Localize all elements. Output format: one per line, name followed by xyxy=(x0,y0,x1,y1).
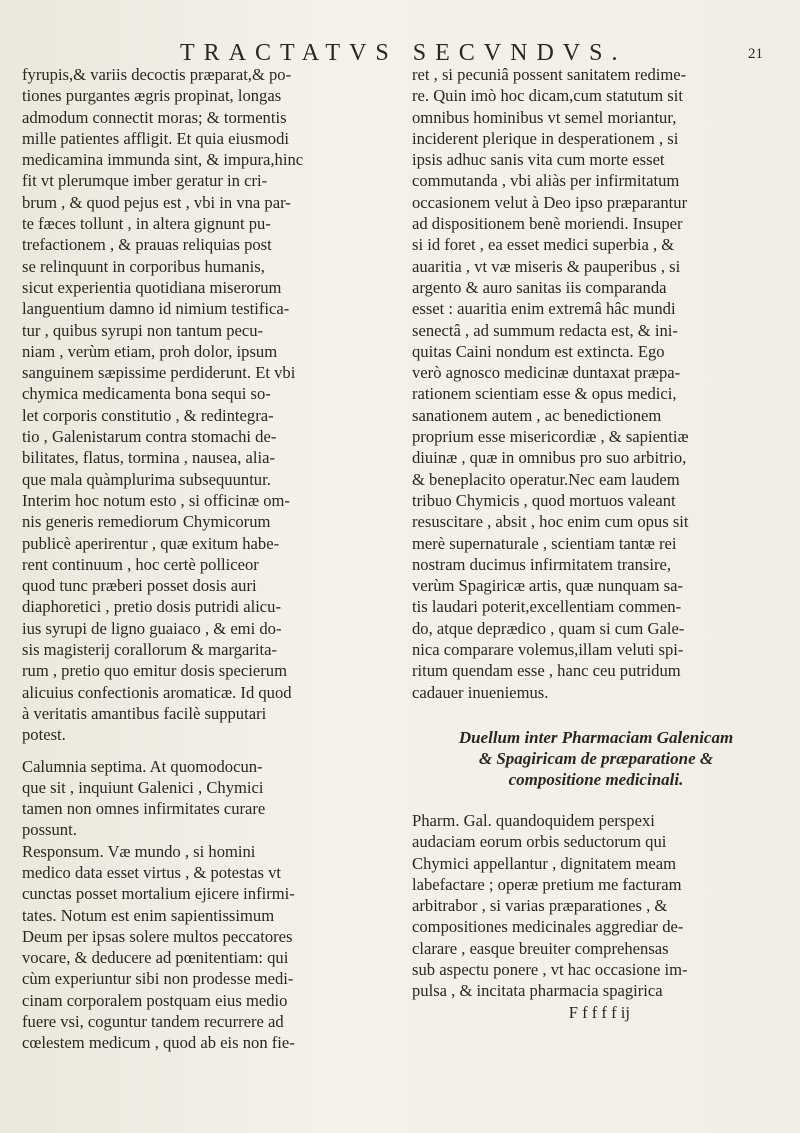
text-line: do, atque deprædico , quam si cum Gale- xyxy=(412,618,685,638)
text-line: cunctas posset mortalium ejicere infirmi- xyxy=(22,884,295,904)
text-line: Pharm. Gal. quandoquidem perspexi xyxy=(412,810,655,830)
text-line: sanationem autem , ac benedictionem xyxy=(412,405,662,425)
text-line: proprium esse misericordiæ , & sapientiæ xyxy=(412,427,689,447)
text-line: inciderent plerique in desperationem , si xyxy=(412,128,679,148)
text-line: Interim hoc notum esto , si officinæ om- xyxy=(22,490,290,510)
text-line: resuscitare , absit , hoc enim cum opus sit xyxy=(412,512,689,532)
text-line: medicamina immunda sint, & impura,hinc xyxy=(22,150,304,170)
text-line: potest. xyxy=(22,725,66,745)
text-line: si id foret , ea esset medici superbia , & xyxy=(412,235,675,255)
page-number: 21 xyxy=(748,46,763,62)
text-line: diuinæ , quæ in omnibus pro suo arbitrio, xyxy=(412,448,687,468)
text-line: Calumnia septima. At quomodocun- xyxy=(22,756,263,776)
text-line: cœlestem medicum , quod ab eis non fie- xyxy=(22,1033,295,1053)
text-line: ritum quendam esse , hanc ceu putridum xyxy=(412,661,681,681)
text-line: nostram ducimus infirmitatem transire, xyxy=(412,554,671,574)
text-line: Deum per ipsas solere multos peccatores xyxy=(22,926,293,946)
text-line: nis generis remediorum Chymicorum xyxy=(22,512,271,532)
signature-mark: F f f f f ij xyxy=(568,1002,630,1022)
text-line: let corporis constitutio , & redintegra- xyxy=(22,405,274,425)
text-line: esset : auaritia enim extremâ hâc mundi xyxy=(412,299,676,319)
text-line xyxy=(22,746,390,756)
text-line: fit vt plerumque imber geratur in cri- xyxy=(22,171,268,191)
text-line: trefactionem , & prauas reliquias post xyxy=(22,235,272,255)
text-line: audaciam eorum orbis seductorum qui xyxy=(412,832,667,852)
text-line: tio , Galenistarum contra stomachi de- xyxy=(22,427,277,447)
text-line: occasionem velut à Deo ipso præparantur xyxy=(412,192,688,212)
text-line: re. Quin imò hoc dicam,cum statutum sit xyxy=(412,86,683,106)
text-line: sis magisterij corallorum & margarita- xyxy=(22,640,277,660)
text-line: possunt. xyxy=(22,820,77,840)
section-heading xyxy=(412,727,780,790)
text-line: verò agnosco medicinæ duntaxat præpa- xyxy=(412,363,681,383)
text-line: bilitates, flatus, tormina , nausea, alia- xyxy=(22,448,275,468)
text-line: ipsis adhuc sanis vita cum morte esset xyxy=(412,150,665,170)
text-line: commutanda , vbi aliàs per infirmitatum xyxy=(412,171,680,191)
text-line: vocare, & deducere ad pœnitentiam: qui xyxy=(22,948,289,968)
text-line: tamen non omnes infirmitates curare xyxy=(22,799,266,819)
text-line: tates. Notum est enim sapientissimum xyxy=(22,905,275,925)
text-line: merè supernaturale , scientiam tantæ rei xyxy=(412,533,677,553)
text-line: ret , si pecuniâ possent sanitatem redime- xyxy=(412,65,687,84)
text-line: argento & auro sanitas iis comparanda xyxy=(412,277,667,297)
right-column xyxy=(412,64,780,1023)
left-column xyxy=(22,64,390,1054)
text-line: sicut experientia quotidiana miserorum xyxy=(22,277,282,297)
text-line: senectâ , ad summum redacta est, & ini- xyxy=(412,320,678,340)
text-line: omnibus hominibus vt semel moriantur, xyxy=(412,107,677,127)
text-line: niam , verùm etiam, proh dolor, ipsum xyxy=(22,341,278,361)
text-line: tiones purgantes ægris propinat, longas xyxy=(22,86,282,106)
text-line: tribuo Chymicis , quod mortuos valeant xyxy=(412,490,676,510)
text-line: que mala quàmplurima subsequuntur. xyxy=(22,469,271,489)
text-line: cùm experiuntur sibi non prodesse medi- xyxy=(22,969,294,989)
text-line: mille patientes affligit. Et quia eiusmodi xyxy=(22,128,289,148)
text-line: cinam corporalem postquam eius medio xyxy=(22,990,288,1010)
text-line: sub aspectu ponere , vt hac occasione im- xyxy=(412,959,688,979)
text-line: tis laudari poterit,excellentiam commen- xyxy=(412,597,682,617)
text-line: Chymici appellantur , dignitatem meam xyxy=(412,853,677,873)
text-line: alicuius confectionis aromaticæ. Id quod xyxy=(22,682,292,702)
text-line: rationem scientiam esse & opus medici, xyxy=(412,384,677,404)
text-line: publicè aperirentur , quæ exitum habe- xyxy=(22,533,280,553)
text-line: arbitrabor , si varias præparationes , & xyxy=(412,896,668,916)
text-line: labefactare ; operæ pretium me facturam xyxy=(412,874,682,894)
text-line: cadauer inueniemus. xyxy=(412,682,549,702)
section-heading-line: compositione medicinali. xyxy=(508,769,684,789)
text-line: se relinquunt in corporibus humanis, xyxy=(22,256,265,276)
section-heading-line: & Spagiricam de præparatione & xyxy=(478,748,714,768)
text-line: chymica medicamenta bona sequi so- xyxy=(22,384,271,404)
section-heading-line: Duellum inter Pharmaciam Galenicam xyxy=(458,727,734,747)
text-line: verùm Spagiricæ artis, quæ nunquam sa- xyxy=(412,576,683,596)
text-line: à veritatis amantibus facilè supputari xyxy=(22,703,267,723)
text-line: fuere vsi, coguntur tandem recurrere ad xyxy=(22,1012,284,1032)
text-line: clarare , easque breuiter comprehensas xyxy=(412,938,669,958)
text-line: medico data esset virtus , & potestas vt xyxy=(22,862,281,882)
text-line: pulsa , & incitata pharmacia spagirica xyxy=(412,981,663,1001)
right-column-lower-text xyxy=(412,810,780,1002)
text-line: tur , quibus syrupi non tantum pecu- xyxy=(22,320,264,340)
text-line: fyrupis,& variis decoctis præparat,& po- xyxy=(22,65,292,84)
text-line: rent continuum , hoc certè polliceor xyxy=(22,554,259,574)
text-line: auaritia , vt væ miseris & pauperibus , si xyxy=(412,256,681,276)
text-line: compositiones medicinales aggrediar de- xyxy=(412,917,684,937)
text-line: ad dispositionem benè moriendi. Insuper xyxy=(412,214,683,234)
text-line: quitas Caini nondum est extincta. Ego xyxy=(412,341,665,361)
text-line: Responsum. Væ mundo , si homini xyxy=(22,841,256,861)
text-line: nica comparare volemus,illam veluti spi- xyxy=(412,640,684,660)
text-line: quod tunc præberi posset dosis auri xyxy=(22,576,257,596)
running-title: TRACTATVS SECVNDVS. xyxy=(180,40,627,66)
text-line: rum , pretio quo emitur dosis specierum xyxy=(22,661,287,681)
text-line: ius syrupi de ligno guaiaco , & emi do- xyxy=(22,618,282,638)
text-line: languentium damno id nimium testifica- xyxy=(22,299,290,319)
text-line: admodum connectit moras; & tormentis xyxy=(22,107,287,127)
right-column-upper-text xyxy=(412,64,780,703)
text-line: & beneplacito operatur.Nec eam laudem xyxy=(412,469,680,489)
text-line: diaphoretici , pretio dosis putridi alicu- xyxy=(22,597,281,617)
text-line: sanguinem sæpissime perdiderunt. Et vbi xyxy=(22,363,296,383)
text-line: te fæces tollunt , in altera gignunt pu- xyxy=(22,214,271,234)
text-line: que sit , inquiunt Galenici , Chymici xyxy=(22,777,264,797)
text-line: brum , & quod pejus est , vbi in vna par- xyxy=(22,192,291,212)
